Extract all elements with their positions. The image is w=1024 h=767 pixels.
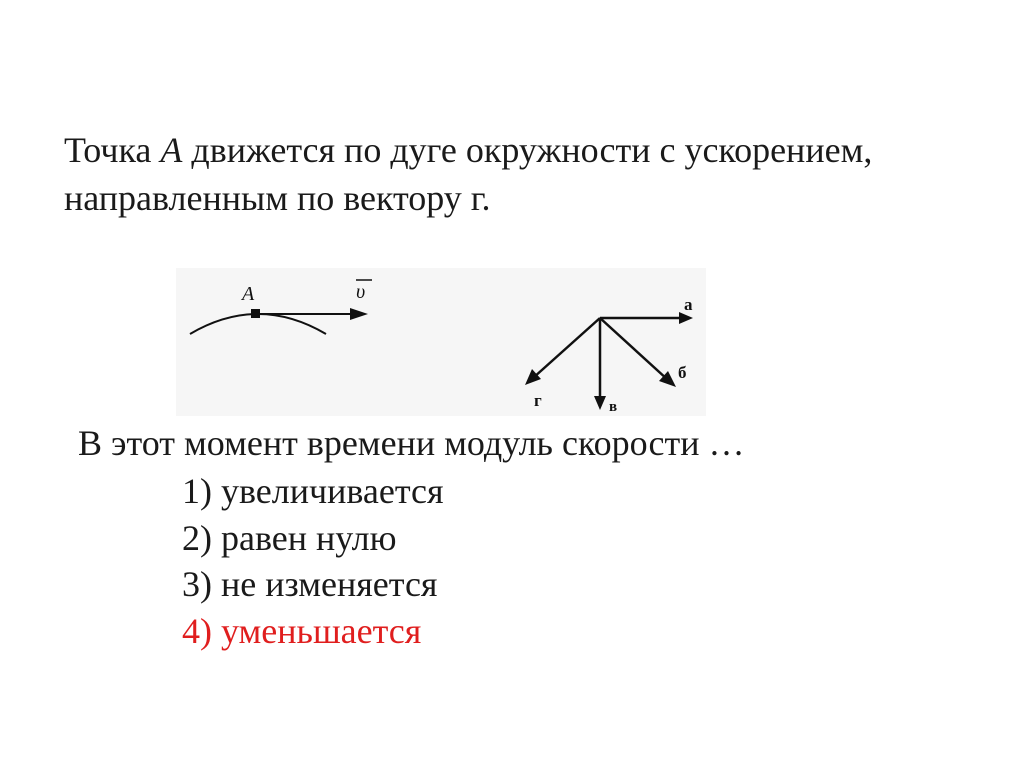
motion-figure	[176, 268, 706, 416]
question-text	[64, 126, 994, 222]
vector-g-line	[533, 318, 600, 378]
vector-g-label: г	[534, 391, 542, 410]
point-a-label: А	[242, 283, 255, 305]
vector-v-arrowhead	[594, 396, 606, 410]
question-part-2: движется по дуге окружности с ускорением,	[182, 130, 873, 170]
question-line-2: направленным по вектору г.	[64, 178, 491, 218]
question-part-1: Точка	[64, 130, 161, 170]
vector-a-label: а	[684, 295, 693, 314]
velocity-arrowhead	[350, 308, 368, 320]
vector-b-label: б	[678, 363, 687, 382]
answer-option-4-correct: 4) уменьшается	[182, 610, 422, 651]
velocity-label: υ	[356, 281, 366, 303]
answer-option-2: 2) равен нулю	[182, 517, 397, 558]
answer-option-1: 1) увеличивается	[182, 471, 444, 511]
answer-options	[182, 468, 444, 654]
answer-prompt: В этот момент времени модуль скорости …	[78, 423, 745, 463]
answer-option-3: 3) не изменяется	[182, 564, 438, 604]
vector-b-line	[600, 318, 668, 380]
vector-v-label: в	[609, 399, 618, 415]
figure-svg	[176, 268, 706, 416]
point-name: А	[160, 130, 183, 170]
